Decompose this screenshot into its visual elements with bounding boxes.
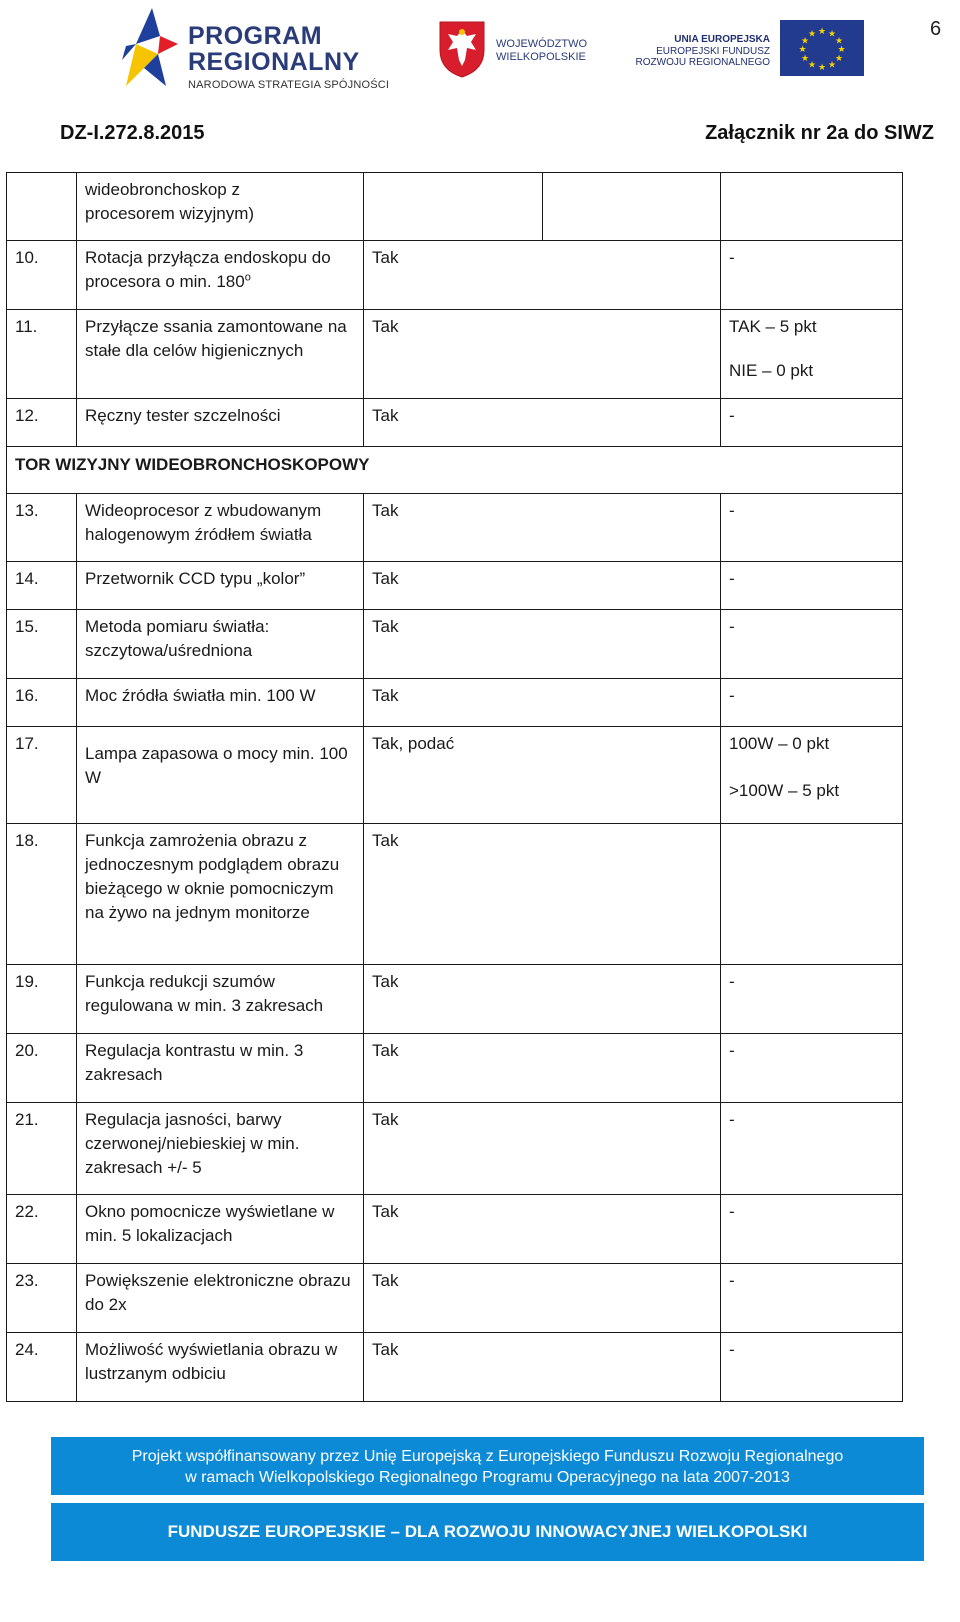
row-description: Ręczny tester szczelności	[77, 399, 364, 447]
table-row	[7, 310, 903, 399]
row-description: Regulacja kontrastu w min. 3 zakresach	[77, 1034, 364, 1103]
cell-desc	[77, 173, 364, 241]
page-number: 6	[930, 18, 942, 40]
program-logo-line3: NARODOWA STRATEGIA SPÓJNOŚCI	[188, 79, 390, 91]
row-requirement: Tak	[364, 965, 721, 1033]
points-no: NIE – 0 pkt	[729, 361, 814, 380]
row-requirement: Tak	[364, 562, 721, 609]
section-title: TOR WIZYJNY WIDEOBRONCHOSKOPOWY	[7, 447, 903, 494]
continued-desc-line2: procesorem wizyjnym)	[85, 204, 255, 223]
row-requirement: Tak	[364, 1195, 721, 1263]
row-requirement-group	[364, 965, 903, 1034]
row-requirement: Tak	[364, 1034, 721, 1102]
table-row	[7, 965, 903, 1034]
table-row	[7, 1264, 903, 1333]
row-points: -	[729, 1110, 735, 1129]
eu-logo-line2: EUROPEJSKI FUNDUSZ	[656, 45, 770, 57]
row-number: 18.	[7, 824, 77, 965]
row-requirement-group	[364, 1264, 903, 1333]
section-row	[7, 447, 903, 494]
row-description: Funkcja zamrożenia obrazu z jednoczesnym podglądem obrazu bieżącego w oknie pomocniczym na żywo na jednym monitorze	[77, 824, 364, 965]
degree-superscript: o	[244, 271, 251, 284]
region-logo-line1: WOJEWÓDZTWO	[496, 38, 588, 50]
continued-desc-line1: wideobronchoskop z	[85, 180, 240, 199]
table-row	[7, 241, 903, 310]
svg-text:★: ★	[817, 63, 827, 73]
row-requirement-group	[364, 562, 903, 610]
row-description: Okno pomocnicze wyświetlane w min. 5 lokalizacjach	[77, 1195, 364, 1264]
row-requirement: Tak	[364, 1103, 721, 1194]
document-reference: DZ-I.272.8.2015	[60, 122, 205, 144]
svg-text:★: ★	[807, 29, 817, 40]
row-points: -	[729, 686, 735, 705]
specification-table	[6, 172, 903, 1402]
row-number: 13.	[7, 494, 77, 562]
row-requirement-group	[364, 399, 903, 447]
row-requirement-group	[364, 494, 903, 562]
row-number: 20.	[7, 1034, 77, 1103]
row-requirement: Tak	[364, 310, 721, 398]
table-row	[7, 610, 903, 679]
cofinancing-line2: w ramach Wielkopolskiego Regionalnego Programu Operacyjnego na lata 2007-2013	[185, 1469, 790, 1486]
row-requirement-group	[364, 727, 903, 824]
svg-text:★: ★	[807, 60, 817, 71]
cell-req	[364, 173, 543, 241]
eu-logo-line3: ROZWOJU REGIONALNEGO	[635, 57, 770, 68]
wielkopolskie-logo	[438, 20, 618, 80]
row-description: Powiększenie elektroniczne obrazu do 2x	[77, 1264, 364, 1333]
row-requirement: Tak	[364, 679, 721, 726]
row-requirement-group	[364, 1103, 903, 1195]
table-row	[7, 562, 903, 610]
row-number: 19.	[7, 965, 77, 1034]
svg-text:★: ★	[837, 45, 846, 55]
row-requirement: Tak	[364, 399, 721, 446]
table-row	[7, 679, 903, 727]
cofinancing-line1: Projekt współfinansowany przez Unię Europejską z Europejskiego Funduszu Rozwoju Regionalnego	[131, 1448, 844, 1465]
row-description: Funkcja redukcji szumów regulowana w min. 3 zakresach	[77, 965, 364, 1034]
row-description: Metoda pomiaru światła: szczytowa/uśredniona	[77, 610, 364, 679]
row-number: 24.	[7, 1333, 77, 1402]
row-description	[77, 241, 364, 310]
svg-text:★: ★	[827, 60, 837, 71]
table-row	[7, 399, 903, 447]
row-number: 21.	[7, 1103, 77, 1195]
row-description	[77, 727, 364, 824]
row-requirement: Tak	[364, 494, 721, 561]
row-points: -	[729, 617, 735, 636]
eagle-shield-icon	[438, 20, 486, 78]
row-requirement-group	[364, 1195, 903, 1264]
row-number: 15.	[7, 610, 77, 679]
table-row	[7, 494, 903, 562]
row-number: 10.	[7, 241, 77, 310]
row-points: -	[729, 1271, 735, 1290]
table-row	[7, 1333, 903, 1402]
row-number: 16.	[7, 679, 77, 727]
row-description: Regulacja jasności, barwy czerwonej/niebieskiej w min. zakresach +/- 5	[77, 1103, 364, 1195]
row-description: Moc źródła światła min. 100 W	[77, 679, 364, 727]
cell-pts	[721, 173, 903, 241]
eu-logo-line1: UNIA EUROPEJSKA	[674, 34, 770, 45]
table-row	[7, 1103, 903, 1195]
table-row	[7, 1195, 903, 1264]
row-requirement-group	[364, 679, 903, 727]
row-points: -	[729, 1041, 735, 1060]
eu-funds-banner: FUNDUSZE EUROPEJSKIE – DLA ROZWOJU INNOWACYJNEJ WIELKOPOLSKI	[51, 1503, 924, 1561]
table-row	[7, 1034, 903, 1103]
cofinancing-footer	[51, 1437, 924, 1495]
row-requirement: Tak	[364, 610, 721, 678]
svg-text:★: ★	[800, 54, 810, 64]
row-number: 23.	[7, 1264, 77, 1333]
row-description: Przyłącze ssania zamontowane na stałe dla celów higienicznych	[77, 310, 364, 399]
row-requirement: Tak	[364, 824, 721, 964]
row-points: -	[729, 501, 735, 520]
row-number: 11.	[7, 310, 77, 399]
row-description: Przetwornik CCD typu „kolor”	[77, 562, 364, 610]
row-number: 22.	[7, 1195, 77, 1264]
row-number: 17.	[7, 727, 77, 824]
row-requirement-group	[364, 1034, 903, 1103]
points-yes: TAK – 5 pkt	[729, 317, 817, 336]
row-number: 12.	[7, 399, 77, 447]
row-description-text: Lampa zapasowa o mocy min. 100 W	[85, 744, 348, 787]
cell-extra	[543, 173, 721, 241]
row-points: -	[729, 972, 735, 991]
table-row	[7, 824, 903, 965]
cell-no	[7, 173, 77, 241]
eu-flag-icon	[780, 20, 864, 76]
points-equal: 100W – 0 pkt	[729, 734, 830, 753]
row-requirement-group	[364, 1333, 903, 1402]
row-points: -	[729, 406, 735, 425]
row-requirement: Tak	[364, 1264, 721, 1332]
table-row	[7, 727, 903, 824]
svg-text:★: ★	[834, 36, 844, 47]
row-points: -	[729, 248, 735, 267]
row-points: -	[729, 1202, 735, 1221]
annex-label: Załącznik nr 2a do SIWZ	[705, 122, 934, 144]
points-greater: >100W – 5 pkt	[729, 781, 840, 800]
row-requirement-group	[364, 610, 903, 679]
row-description-text: Rotacja przyłącza endoskopu do procesora o min. 180	[85, 248, 331, 291]
row-description: Możliwość wyświetlania obrazu w lustrzanym odbiciu	[77, 1333, 364, 1402]
row-requirement-group	[364, 310, 903, 399]
row-requirement-group	[364, 824, 903, 965]
program-regionalny-logo	[122, 6, 392, 91]
header-logos	[0, 0, 960, 100]
row-requirement-group	[364, 241, 903, 310]
svg-text:★: ★	[798, 45, 807, 55]
svg-text:★: ★	[817, 27, 827, 37]
program-logo-line2: REGIONALNY	[188, 48, 360, 76]
row-points	[721, 824, 737, 964]
region-logo-line2: WIELKOPOLSKIE	[496, 50, 586, 63]
table-row	[7, 173, 903, 241]
svg-text:★: ★	[827, 29, 837, 40]
row-description: Wideoprocesor z wbudowanym halogenowym źródłem światła	[77, 494, 364, 562]
row-requirement: Tak	[364, 241, 721, 309]
row-points: -	[729, 1340, 735, 1359]
svg-text:★: ★	[800, 36, 810, 47]
row-requirement: Tak, podać	[364, 727, 721, 823]
eu-logo	[630, 20, 870, 78]
row-number: 14.	[7, 562, 77, 610]
row-points: -	[729, 569, 735, 588]
program-logo-line1: PROGRAM	[188, 22, 323, 50]
star-icon	[122, 6, 178, 88]
svg-text:★: ★	[834, 54, 844, 64]
row-requirement: Tak	[364, 1333, 721, 1401]
